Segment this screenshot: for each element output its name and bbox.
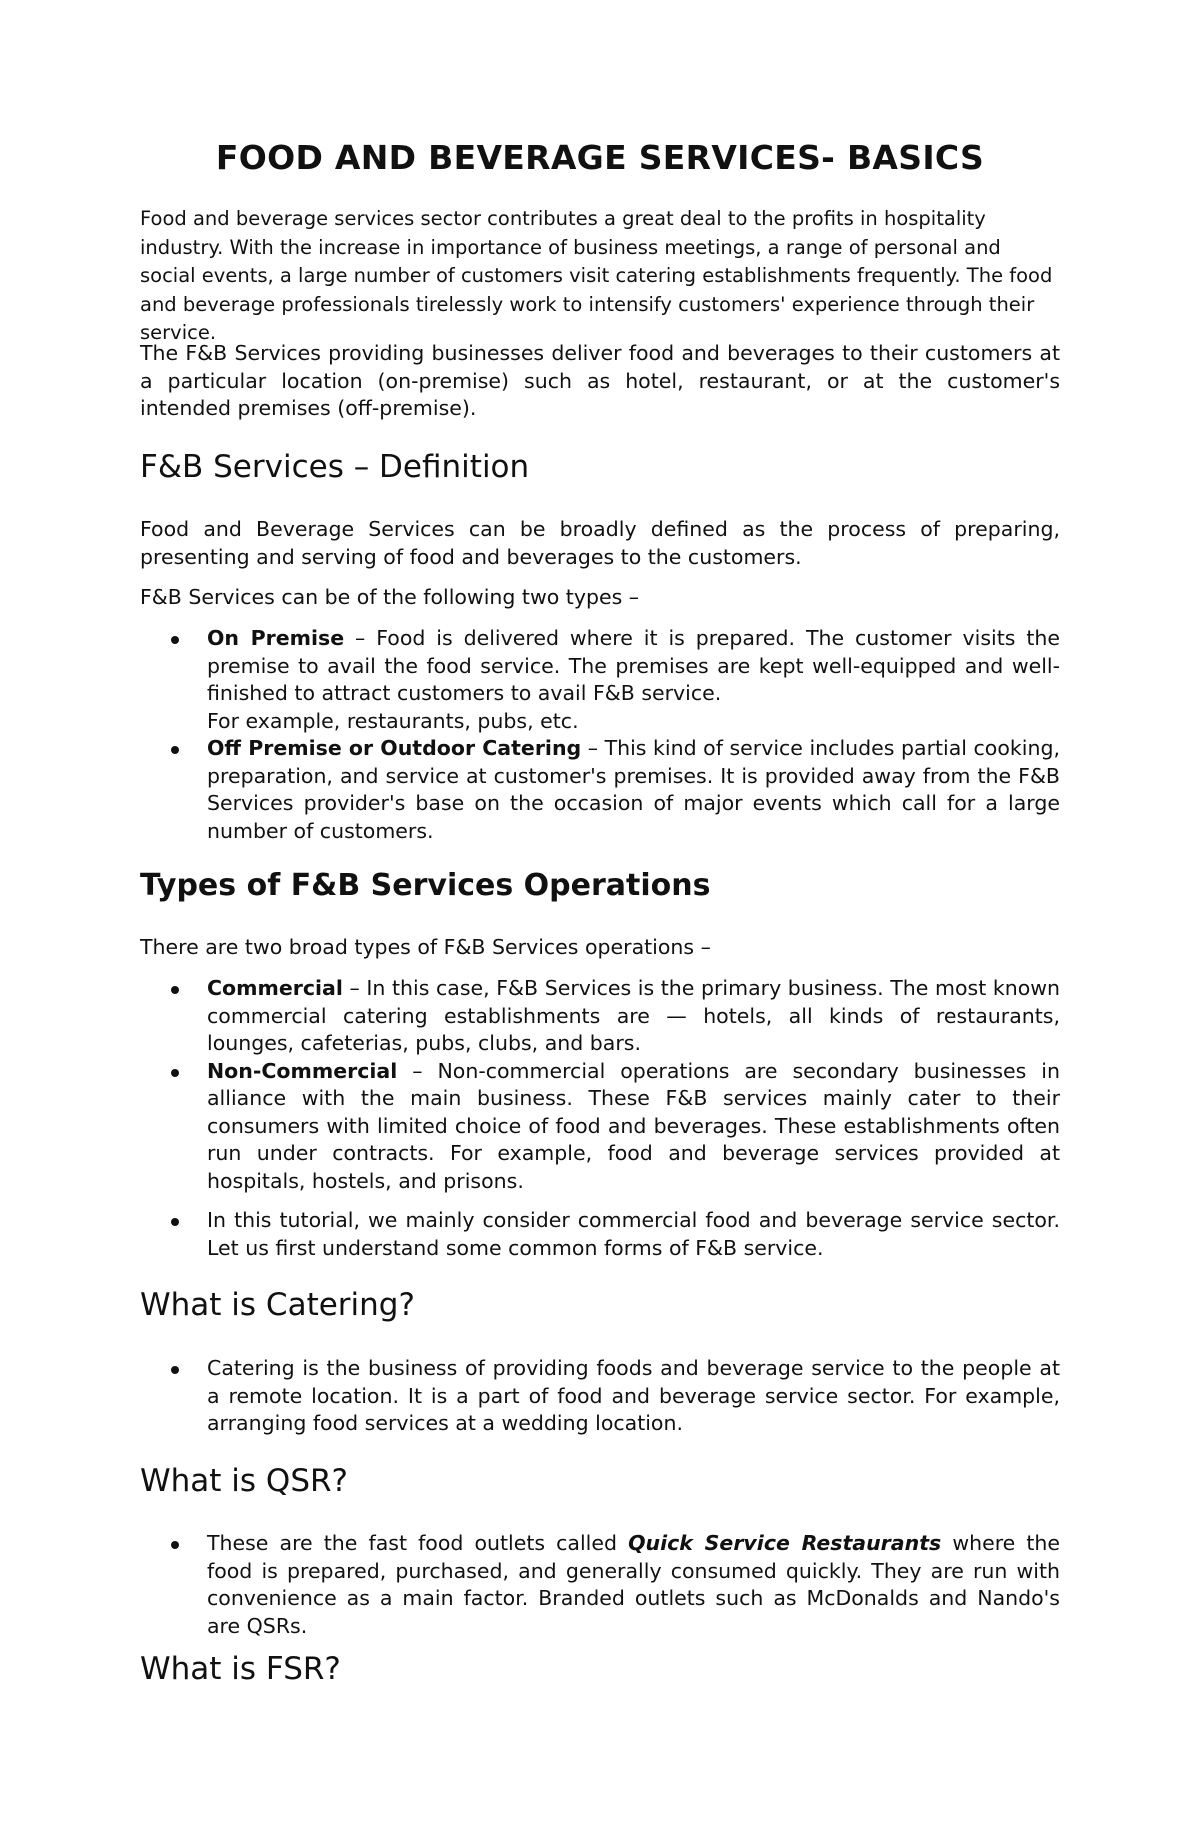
bullet-icon — [171, 1366, 179, 1374]
list-item — [140, 735, 1060, 845]
bullet-icon — [171, 1541, 179, 1549]
list-item — [140, 1355, 1060, 1438]
service-types-list — [140, 625, 1060, 845]
list-item-text: – This kind of service includes partial cooking, preparation, and service at customer's premises. It is provided away from the F&B Services provider's base on the occasion of major events which call for a large number of customers. — [207, 736, 1060, 843]
bullet-icon — [171, 986, 179, 994]
bullet-icon — [171, 1218, 179, 1226]
definition-paragraph: Food and Beverage Services can be broadly defined as the process of preparing, presenting and serving of food and beverages to the customers. — [140, 517, 1060, 569]
list-item-term: Quick Service Restaurants — [628, 1531, 942, 1555]
list-item-term: Commercial — [207, 976, 343, 1000]
section-heading-catering: What is Catering? — [140, 1287, 415, 1323]
section-heading-definition: F&B Services – Definition — [140, 449, 530, 485]
catering-list — [140, 1355, 1060, 1438]
section-heading-fsr: What is FSR? — [140, 1651, 341, 1687]
list-item — [140, 625, 1060, 735]
list-item — [140, 1207, 1060, 1262]
list-item-text: where the food is prepared, purchased, and generally consumed quickly. They are run with convenience as a main factor. Branded outlets such as McDonalds and Nando's are QSRs. — [207, 1531, 1061, 1638]
list-item-text: These are the fast food outlets called — [207, 1531, 629, 1555]
bullet-icon — [171, 746, 179, 754]
list-item — [140, 975, 1060, 1058]
list-item — [140, 1058, 1060, 1196]
list-item-term: On Premise — [207, 626, 345, 650]
operations-list — [140, 975, 1060, 1195]
list-item-text: – Non-commercial operations are secondary businesses in alliance with the main business. These F&B services mainly cater to their consumers with limited choice of food and beverages. These establishments often run under contracts. For example, food and beverage services provided at hospitals, hostels, and prisons. — [207, 1058, 1060, 1193]
list-item-text: – Food is delivered where it is prepared. The customer visits the premise to avail the food service. The premises are kept well-equipped and well-finished to attract customers to avail F&B service. — [207, 626, 1060, 705]
bullet-icon — [171, 1069, 179, 1077]
bullet-icon — [171, 636, 179, 644]
types-intro: F&B Services can be of the following two types – — [140, 585, 640, 609]
operations-intro: There are two broad types of F&B Services operations – — [140, 935, 711, 959]
intro-paragraph: Food and beverage services sector contributes a great deal to the profits in hospitality industry. With the increase in importance of business meetings, a range of personal and social events, a large number of customers visit catering establishments frequently. The food and beverage professionals tirelessly work to intensify customers' experience through their service. — [140, 207, 1053, 344]
note-list — [140, 1207, 1060, 1262]
list-item-text: – In this case, F&B Services is the primary business. The most known commercial catering establishments are — hotels, all kinds of restaurants, lounges, cafeterias, pubs, clubs, and bars. — [207, 976, 1060, 1055]
document-title: FOOD AND BEVERAGE SERVICES- BASICS — [215, 138, 985, 177]
intro-paragraph-2: The F&B Services providing businesses deliver food and beverages to their customers at a particular location (on-premise) such as hotel, restaurant, or at the customer's intended premises (off-premise). — [140, 341, 1060, 420]
section-heading-qsr: What is QSR? — [140, 1463, 348, 1499]
list-item — [140, 1530, 1060, 1640]
list-item-example: For example, restaurants, pubs, etc. — [207, 708, 579, 733]
list-item-term: Off Premise or Outdoor Catering — [207, 736, 582, 760]
section-heading-operations: Types of F&B Services Operations — [140, 868, 711, 903]
list-item-text: Catering is the business of providing foods and beverage service to the people at a remote location. It is a part of food and beverage service sector. For example, arranging food services at a wedding location. — [207, 1356, 1060, 1435]
qsr-list — [140, 1530, 1060, 1640]
list-item-term: Non-Commercial — [207, 1058, 398, 1083]
list-item-text: In this tutorial, we mainly consider commercial food and beverage service sector. Let us first understand some common forms of F&B service. — [207, 1208, 1060, 1260]
